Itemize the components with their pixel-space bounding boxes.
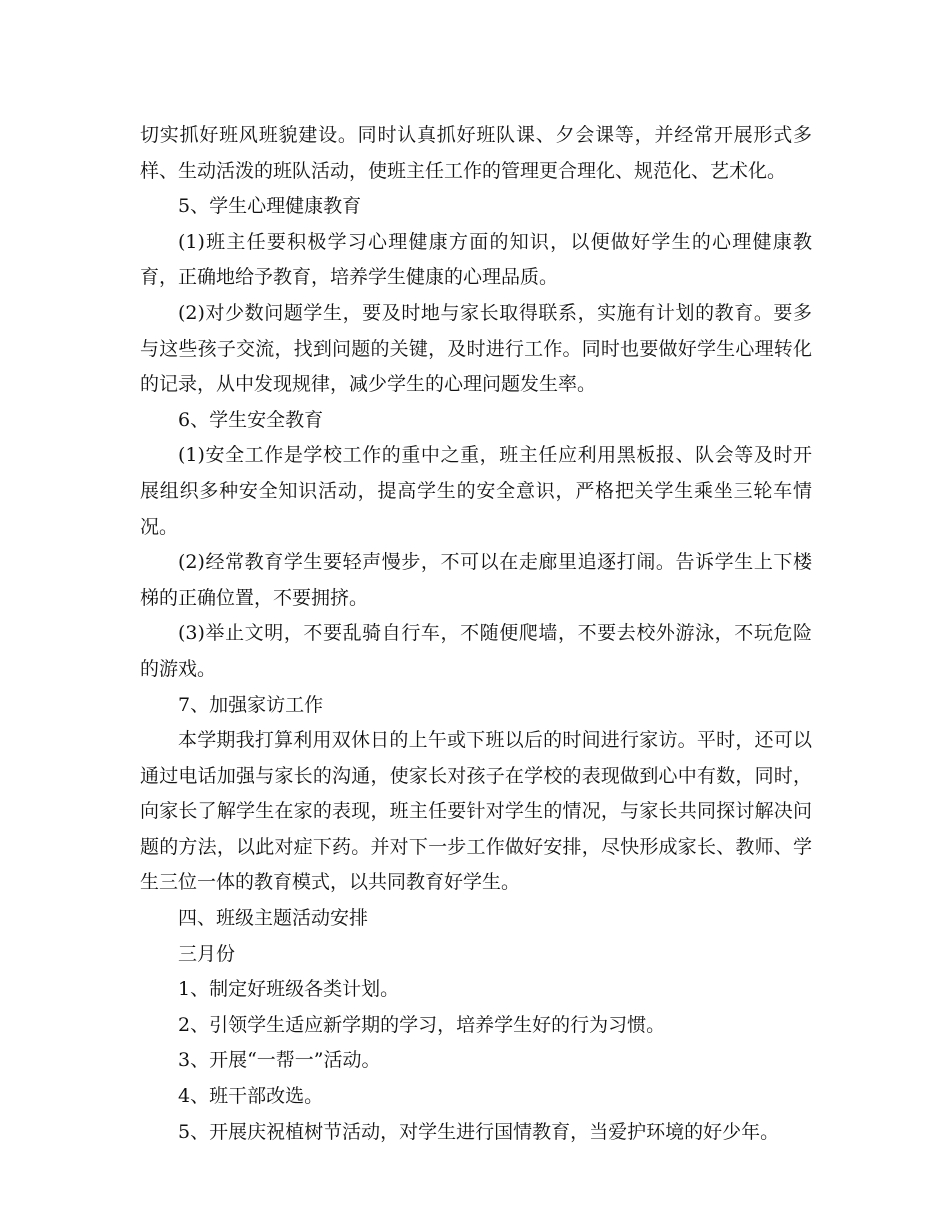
list-item: 1、制定好班级各类计划。 — [178, 978, 400, 1001]
paragraph-psych-2: (2)对少数问题学生，要及时地与家长取得联系，实施有计划的教育。要多与这些孩子交流，找到问题的关键，及时进行工作。同时也要做好学生心理转化的记录，从中发现规律，减少学生的心理问题发生率。 — [140, 301, 812, 396]
month-heading-march: 三月份 — [178, 942, 236, 965]
section-heading-psychological-health: 5、学生心理健康教育 — [178, 195, 362, 218]
document-body — [140, 118, 812, 1150]
list-item: 5、开展庆祝植树节活动，对学生进行国情教育，当爱护环境的好少年。 — [178, 1120, 780, 1143]
list-item: 4、班干部改选。 — [178, 1085, 324, 1108]
section-heading-theme-activities: 四、班级主题活动安排 — [178, 907, 369, 930]
paragraph-psych-1: (1)班主任要积极学习心理健康方面的知识，以便做好学生的心理健康教育，正确地给予教育，培养学生健康的心理品质。 — [140, 230, 812, 289]
section-heading-safety: 6、学生安全教育 — [178, 408, 324, 431]
list-item: 3、开展“一帮一”活动。 — [178, 1049, 381, 1072]
paragraph-safety-2: (2)经常教育学生要轻声慢步，不可以在走廊里追逐打闹。告诉学生上下楼梯的正确位置，不要拥挤。 — [140, 551, 812, 609]
paragraph-safety-1: (1)安全工作是学校工作的重中之重，班主任应利用黑板报、队会等及时开展组织多种安全知识活动，提高学生的安全意识，严格把关学生乘坐三轮车情况。 — [140, 444, 812, 538]
paragraph-continuation: 切实抓好班风班貌建设。同时认真抓好班队课、夕会课等，并经常开展形式多样、生动活泼的班队活动，使班主任工作的管理更合理化、规范化、艺术化。 — [140, 124, 812, 182]
section-heading-home-visits: 7、加强家访工作 — [178, 693, 324, 716]
paragraph-home-visits: 本学期我打算利用双休日的上午或下班以后的时间进行家访。平时，还可以通过电话加强与家长的沟通，使家长对孩子在学校的表现做到心中有数，同时，向家长了解学生在家的表现，班主任要针对学生的情况，与家长共同探讨解决问题的方法，以此对症下药。并对下一步工作做好安排，尽快形成家长、教师、学生三位一体的教育模式，以共同教育好学生。 — [140, 729, 812, 894]
list-item: 2、引领学生适应新学期的学习，培养学生好的行为习惯。 — [178, 1013, 666, 1036]
paragraph-safety-3: (3)举止文明，不要乱骑自行车，不随便爬墙，不要去校外游泳，不玩危险的游戏。 — [140, 622, 812, 680]
